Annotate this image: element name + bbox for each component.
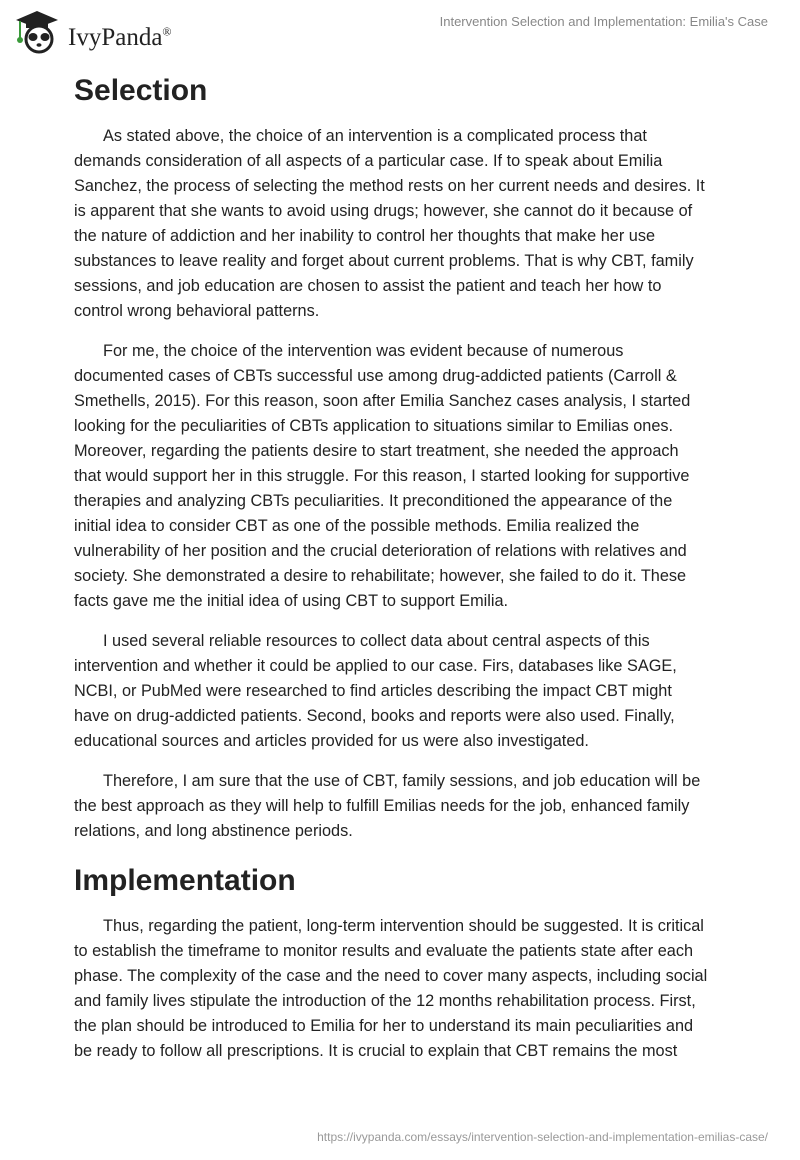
brand-name: IvyPanda® (68, 24, 172, 51)
paragraph-line: As stated above, the choice of an intervention is a complicated process that (103, 127, 647, 145)
paragraph-line: to establish the timeframe to monitor results and evaluate the patients state after each (74, 942, 694, 960)
logo[interactable] (12, 8, 172, 54)
paragraph-line: that would support her in this struggle. For this reason, I started looking for supportive (74, 467, 690, 485)
paragraph-line: demands consideration of all aspects of a particular case. If to speak about Emilia (74, 152, 663, 170)
paragraph-line: relations, and long abstinence periods. (74, 822, 353, 840)
paragraph-line: I used several reliable resources to collect data about central aspects of this (103, 632, 650, 650)
section-selection-body (74, 124, 754, 844)
paragraph-line: sessions, and job education are chosen to assist the patient and teach her how to (74, 277, 662, 295)
paragraph (74, 914, 754, 1064)
paragraph-line: the plan should be introduced to Emilia for her to understand its main peculiarities and (74, 1017, 694, 1035)
panda-logo-icon (12, 8, 62, 54)
paragraph-line: For me, the choice of the intervention was evident because of numerous (103, 342, 624, 360)
article-content (74, 74, 754, 1084)
paragraph-line: facts gave me the initial idea of using CBT to support Emilia. (74, 592, 509, 610)
paragraph-line: looking for the peculiarities of CBTs application to situations similar to Emilias ones. (74, 417, 674, 435)
section-implementation-body (74, 914, 754, 1064)
paragraph (74, 124, 754, 324)
paragraph-line: documented cases of CBTs successful use among drug-addicted patients (Carroll & (74, 367, 677, 385)
paragraph-line: phase. The complexity of the case and the need to cover many aspects, including social (74, 967, 708, 985)
paragraph-line: vulnerability of her position and the crucial deterioration of relations with relatives and (74, 542, 687, 560)
paragraph-line: is apparent that she wants to avoid using drugs; however, she cannot do it because of (74, 202, 693, 220)
paragraph-line: NCBI, or PubMed were researched to find articles describing the impact CBT might (74, 682, 672, 700)
paragraph (74, 629, 754, 754)
paragraph-line: and family lives stipulate the introduction of the 12 months rehabilitation process. First, (74, 992, 696, 1010)
paragraph-line: educational sources and articles provided for us were also investigated. (74, 732, 589, 750)
document-title: Intervention Selection and Implementation: Emilia's Case (439, 14, 768, 29)
paragraph (74, 769, 754, 844)
paragraph-line: have on drug-addicted patients. Second, books and reports were also used. Finally, (74, 707, 675, 725)
source-url[interactable]: https://ivypanda.com/essays/intervention-selection-and-implementation-emilias-case/ (317, 1130, 768, 1144)
paragraph-line: control wrong behavioral patterns. (74, 302, 320, 320)
paragraph-line: intervention and whether it could be applied to our case. Firs, databases like SAGE, (74, 657, 677, 675)
paragraph-line: therapies and analyzing CBTs peculiarities. It preconditioned the appearance of the (74, 492, 673, 510)
paragraph-line: Sanchez, the process of selecting the method rests on her current needs and desires. It (74, 177, 705, 195)
section-heading-implementation: Implementation (74, 864, 296, 897)
paragraph-line: be ready to follow all prescriptions. It is crucial to explain that CBT remains the most (74, 1042, 678, 1060)
paragraph-line: the nature of addiction and her inability to control her thoughts that make her use (74, 227, 656, 245)
paragraph-line: initial idea to consider CBT as one of the possible methods. Emilia realized the (74, 517, 640, 535)
paragraph-line: substances to leave reality and forget about current problems. That is why CBT, family (74, 252, 694, 270)
section-heading-selection: Selection (74, 74, 208, 107)
paragraph (74, 339, 754, 614)
paragraph-line: Smethells, 2015). For this reason, soon after Emilia Sanchez cases analysis, I started (74, 392, 691, 410)
paragraph-line: Moreover, regarding the patients desire to start treatment, she needed the approach (74, 442, 679, 460)
paragraph-line: the best approach as they will help to fulfill Emilias needs for the job, enhanced family (74, 797, 690, 815)
paragraph-line: Thus, regarding the patient, long-term intervention should be suggested. It is critical (103, 917, 704, 935)
paragraph-line: society. She demonstrated a desire to rehabilitate; however, she failed to do it. These (74, 567, 687, 585)
paragraph-line: Therefore, I am sure that the use of CBT, family sessions, and job education will be (103, 772, 701, 790)
